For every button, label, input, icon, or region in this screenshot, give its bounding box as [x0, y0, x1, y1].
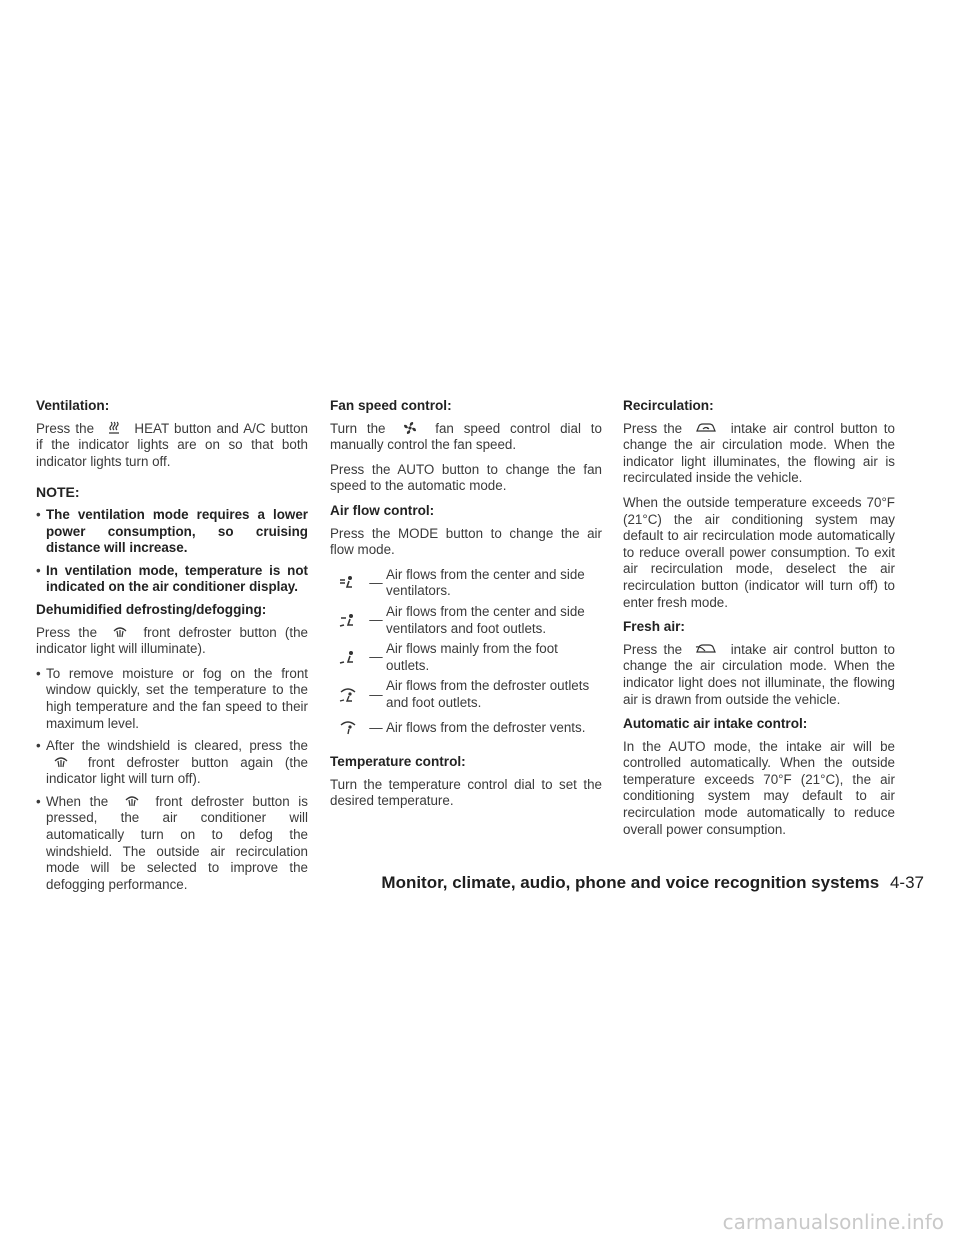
- note-text: The ventilation mode requires a lower power consumption, so cruising distance will increase.: [46, 506, 308, 556]
- bullet-icon: •: [36, 793, 41, 809]
- dash: —: [369, 649, 383, 665]
- text-fragment: Press the: [623, 420, 683, 436]
- list-text: After the windshield is cleared, press the: [46, 738, 308, 754]
- text-fragment: HEAT button and A/C button if the indicator lights are on so that both indicator lights turn off.: [36, 420, 308, 469]
- temperature-heading: Temperature control:: [330, 754, 466, 770]
- fan-auto-text: Press the AUTO button to change the fan speed to the automatic mode.: [330, 461, 602, 494]
- ventilation-text: [36, 421, 308, 471]
- note-heading: NOTE:: [36, 484, 80, 501]
- fresh-air-icon: [688, 642, 724, 656]
- text-fragment: Press the: [36, 420, 95, 436]
- list-item: [36, 738, 308, 788]
- front-defroster-icon: [105, 625, 135, 639]
- bullet-icon: •: [36, 738, 41, 754]
- front-defroster-icon: [46, 755, 76, 769]
- recirculation-heading: Recirculation:: [623, 398, 714, 413]
- bullet-icon: •: [36, 506, 41, 522]
- recirculation-icon: [688, 421, 724, 435]
- fan-icon: [395, 421, 425, 435]
- column-middle: [330, 398, 602, 818]
- auto-intake-heading: Automatic air intake control:: [623, 716, 808, 732]
- text-fragment: front defroster button (the indicator light will illuminate).: [36, 624, 308, 657]
- dash: —: [369, 719, 383, 735]
- temperature-text: Turn the temperature control dial to set the desired temperature.: [330, 776, 602, 809]
- text-fragment: Press the: [36, 624, 98, 640]
- air-flow-mode-row: [330, 641, 602, 674]
- column-left: [36, 398, 308, 899]
- air-flow-mode-row: [330, 604, 602, 637]
- dash: —: [369, 612, 383, 628]
- recirculation-text: [623, 421, 895, 487]
- air-flow-mode-text: Air flows mainly from the foot outlets.: [386, 641, 558, 673]
- fresh-air-heading: Fresh air:: [623, 619, 685, 635]
- dehumidified-text: [36, 625, 308, 658]
- recirculation-text-2: When the outside temperature exceeds 70°F (21°C) the air conditioning system may default to air recirculation mode automatically to reduce overall power consumption. To exit air recirculation mode, deselect the air recirculation button (indicator will turn off) to enter fresh mode.: [623, 494, 895, 610]
- list-text: front defroster button again (the indicator light will turn off).: [46, 754, 308, 787]
- text-fragment: intake air control button to change the air circulation mode. When the indicator light does not illuminate, the flowing air is drawn from outside the vehicle.: [623, 641, 895, 707]
- list-text: To remove moisture or fog on the front window quickly, set the temperature to the high temperature and the fan speed to their maximum level.: [46, 665, 308, 731]
- air-flow-mode-text: Air flows from the defroster outlets and foot outlets.: [386, 678, 590, 710]
- text-fragment: Press the: [623, 641, 683, 657]
- list-text: When the: [46, 793, 109, 809]
- dash: —: [369, 686, 383, 702]
- note-item: [36, 507, 308, 557]
- front-defroster-icon: [117, 794, 147, 808]
- air-flow-mode-row: [330, 678, 602, 711]
- air-flow-mode-row: [330, 567, 602, 600]
- bullet-icon: •: [36, 562, 41, 578]
- air-flow-mode-text: Air flows from the center and side ventilators and foot outlets.: [386, 603, 585, 636]
- bullet-icon: •: [36, 665, 41, 681]
- vent-face-foot-icon: [330, 613, 366, 629]
- auto-intake-text: In the AUTO mode, the intake air will be controlled automatically. When the outside temperature exceeds 70°F (21°C), the air conditioning system may default to air recirculation mode automatically to reduce overall power consumption.: [623, 738, 895, 837]
- dehumidified-heading: Dehumidified defrosting/defogging:: [36, 601, 267, 617]
- fresh-air-text: [623, 642, 895, 708]
- ventilation-heading: Ventilation:: [36, 398, 110, 413]
- heat-vent-icon: [99, 421, 129, 435]
- vent-foot-icon: [330, 650, 366, 666]
- fan-speed-heading: Fan speed control:: [330, 398, 452, 413]
- air-flow-mode-row: [330, 720, 602, 737]
- note-item: [36, 563, 308, 596]
- air-flow-mode-text: Air flows from the center and side ventilators.: [386, 566, 585, 599]
- defrost-foot-icon: [330, 687, 366, 703]
- air-flow-mode-text: Air flows from the defroster vents.: [386, 719, 586, 735]
- watermark: carmanualsonline.info: [722, 1210, 944, 1234]
- list-text: front defroster button is pressed, the air conditioner will automatically turn on to defog the windshield. The outside air recirculation mode will be selected to improve the defogging performance.: [46, 793, 308, 892]
- text-fragment: Turn the: [330, 420, 386, 436]
- column-right: [623, 398, 895, 846]
- page-number: 4-37: [889, 873, 924, 892]
- dash: —: [369, 575, 383, 591]
- list-item: [36, 666, 308, 732]
- air-flow-heading: Air flow control:: [330, 502, 435, 518]
- vent-face-icon: [330, 575, 366, 591]
- list-item: [36, 794, 308, 894]
- section-title: Monitor, climate, audio, phone and voice recognition systems: [381, 873, 880, 892]
- note-text: In ventilation mode, temperature is not indicated on the air conditioner display.: [46, 562, 308, 595]
- text-fragment: intake air control button to change the air circulation mode. When the indicator light illuminates, the flowing air is recirculated inside the vehicle.: [623, 420, 895, 486]
- defrost-vent-icon: [330, 720, 366, 736]
- fan-speed-text: [330, 421, 602, 454]
- page-footer: [300, 873, 924, 893]
- text-fragment: fan speed control dial to manually control the fan speed.: [330, 420, 602, 453]
- air-flow-intro: Press the MODE button to change the air flow mode.: [330, 525, 602, 558]
